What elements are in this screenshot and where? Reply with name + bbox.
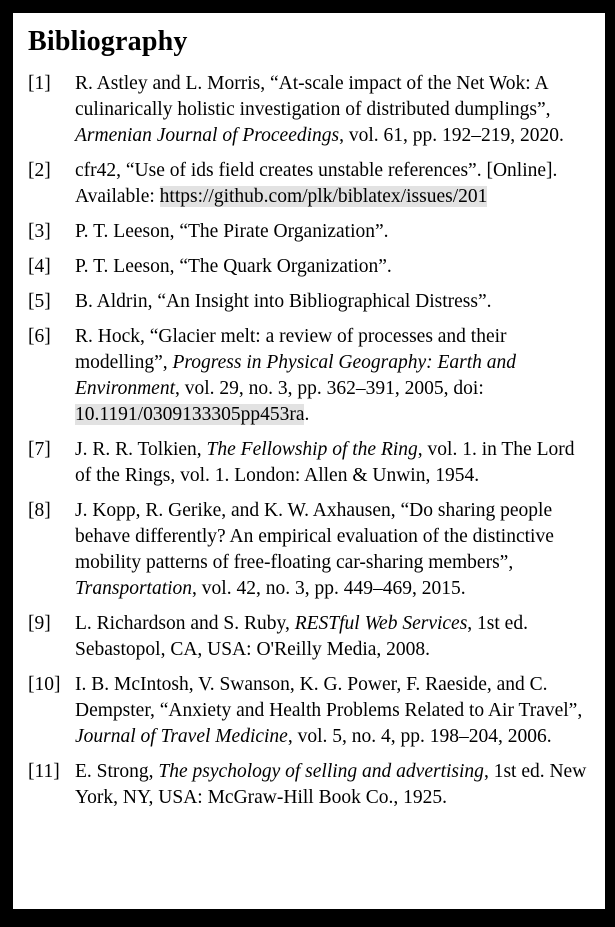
work-title-italic: RESTful Web Services <box>294 613 468 634</box>
entry-text <box>75 219 587 245</box>
entry-text <box>75 759 587 811</box>
text-segment: cfr42, “Use of ids field creates unstable references”. [Online]. Available: <box>75 160 558 207</box>
work-title-italic: Journal of Travel Medicine <box>75 726 288 747</box>
entry-number: [2] <box>28 160 51 181</box>
text-segment: I. B. McIntosh, V. Swanson, K. G. Power, F. Raeside, and C. Dempster, “Anxiety and Health Problems Related to Air Travel”, <box>75 674 583 721</box>
text-segment: , vol. 61, pp. 192–219, 2020. <box>339 125 564 146</box>
entry-text <box>75 71 587 149</box>
reference-link[interactable]: 10.1191/0309133305pp453ra <box>75 404 305 425</box>
entry-text <box>75 254 587 280</box>
bibliography-entry <box>28 759 587 811</box>
bibliography-entry <box>28 437 587 489</box>
entry-number: [5] <box>28 291 51 312</box>
bibliography-entry <box>28 324 587 428</box>
bibliography-list <box>28 71 587 811</box>
bibliography-entry <box>28 611 587 663</box>
text-segment: , vol. 42, no. 3, pp. 449–469, 2015. <box>192 578 466 599</box>
work-title-italic: The Fellowship of the Ring <box>206 439 418 460</box>
work-title-italic: Progress in Physical Geography: Earth and Environment <box>75 352 517 399</box>
document-page <box>13 13 605 909</box>
text-segment: , vol. 29, no. 3, pp. 362–391, 2005, doi: <box>175 378 484 399</box>
text-segment: , vol. 5, no. 4, pp. 198–204, 2006. <box>287 726 552 747</box>
entry-text <box>75 324 587 428</box>
entry-text <box>75 437 587 489</box>
entry-number: [7] <box>28 439 51 460</box>
entry-number: [9] <box>28 613 51 634</box>
bibliography-entry <box>28 672 587 750</box>
entry-number: [3] <box>28 221 51 242</box>
text-segment: B. Aldrin, “An Insight into Bibliographical Distress”. <box>75 291 492 312</box>
text-segment: . <box>304 404 310 425</box>
work-title-italic: The psychology of selling and advertising <box>158 761 484 782</box>
bibliography-entry <box>28 498 587 602</box>
entry-number: [8] <box>28 500 51 521</box>
entry-number: [10] <box>28 674 61 695</box>
entry-number: [1] <box>28 73 51 94</box>
work-title-italic: Transportation <box>75 578 193 599</box>
entry-number: [11] <box>28 761 60 782</box>
text-segment: P. T. Leeson, “The Quark Organization”. <box>75 256 392 277</box>
entry-text <box>75 158 587 210</box>
text-segment: L. Richardson and S. Ruby, <box>75 613 295 634</box>
work-title-italic: Armenian Journal of Proceedings <box>75 125 340 146</box>
text-segment: , 1st ed. New York, NY, USA: McGraw-Hill Book Co., 1925. <box>75 761 587 808</box>
page-title: Bibliography <box>28 26 188 57</box>
entry-text <box>75 672 587 750</box>
text-segment: R. Astley and L. Morris, “At-scale impact of the Net Wok: A culinarically holistic investigation of distributed dumplings”, <box>75 73 551 120</box>
bibliography-entry <box>28 158 587 210</box>
reference-link[interactable]: https://github.com/plk/biblatex/issues/201 <box>159 186 488 207</box>
entry-number: [6] <box>28 326 51 347</box>
entry-number: [4] <box>28 256 51 277</box>
text-segment: J. Kopp, R. Gerike, and K. W. Axhausen, “Do sharing people behave differently? An empirical evaluation of the distinctive mobility patterns of free-floating car-sharing members”, <box>75 500 554 573</box>
entry-text <box>75 611 587 663</box>
bibliography-entry <box>28 289 587 315</box>
text-segment: , vol. 1. in The Lord of the Rings, vol. 1. London: Allen & Unwin, 1954. <box>75 439 575 486</box>
text-segment: R. Hock, “Glacier melt: a review of processes and their modelling”, <box>75 326 507 373</box>
text-segment: E. Strong, <box>75 761 159 782</box>
entry-text <box>75 289 587 315</box>
bibliography-entry <box>28 71 587 149</box>
bibliography-entry <box>28 254 587 280</box>
text-segment: J. R. R. Tolkien, <box>75 439 207 460</box>
text-segment: P. T. Leeson, “The Pirate Organization”. <box>75 221 389 242</box>
bibliography-entry <box>28 219 587 245</box>
entry-text <box>75 498 587 602</box>
text-segment: , 1st ed. Sebastopol, CA, USA: O'Reilly Media, 2008. <box>75 613 528 660</box>
